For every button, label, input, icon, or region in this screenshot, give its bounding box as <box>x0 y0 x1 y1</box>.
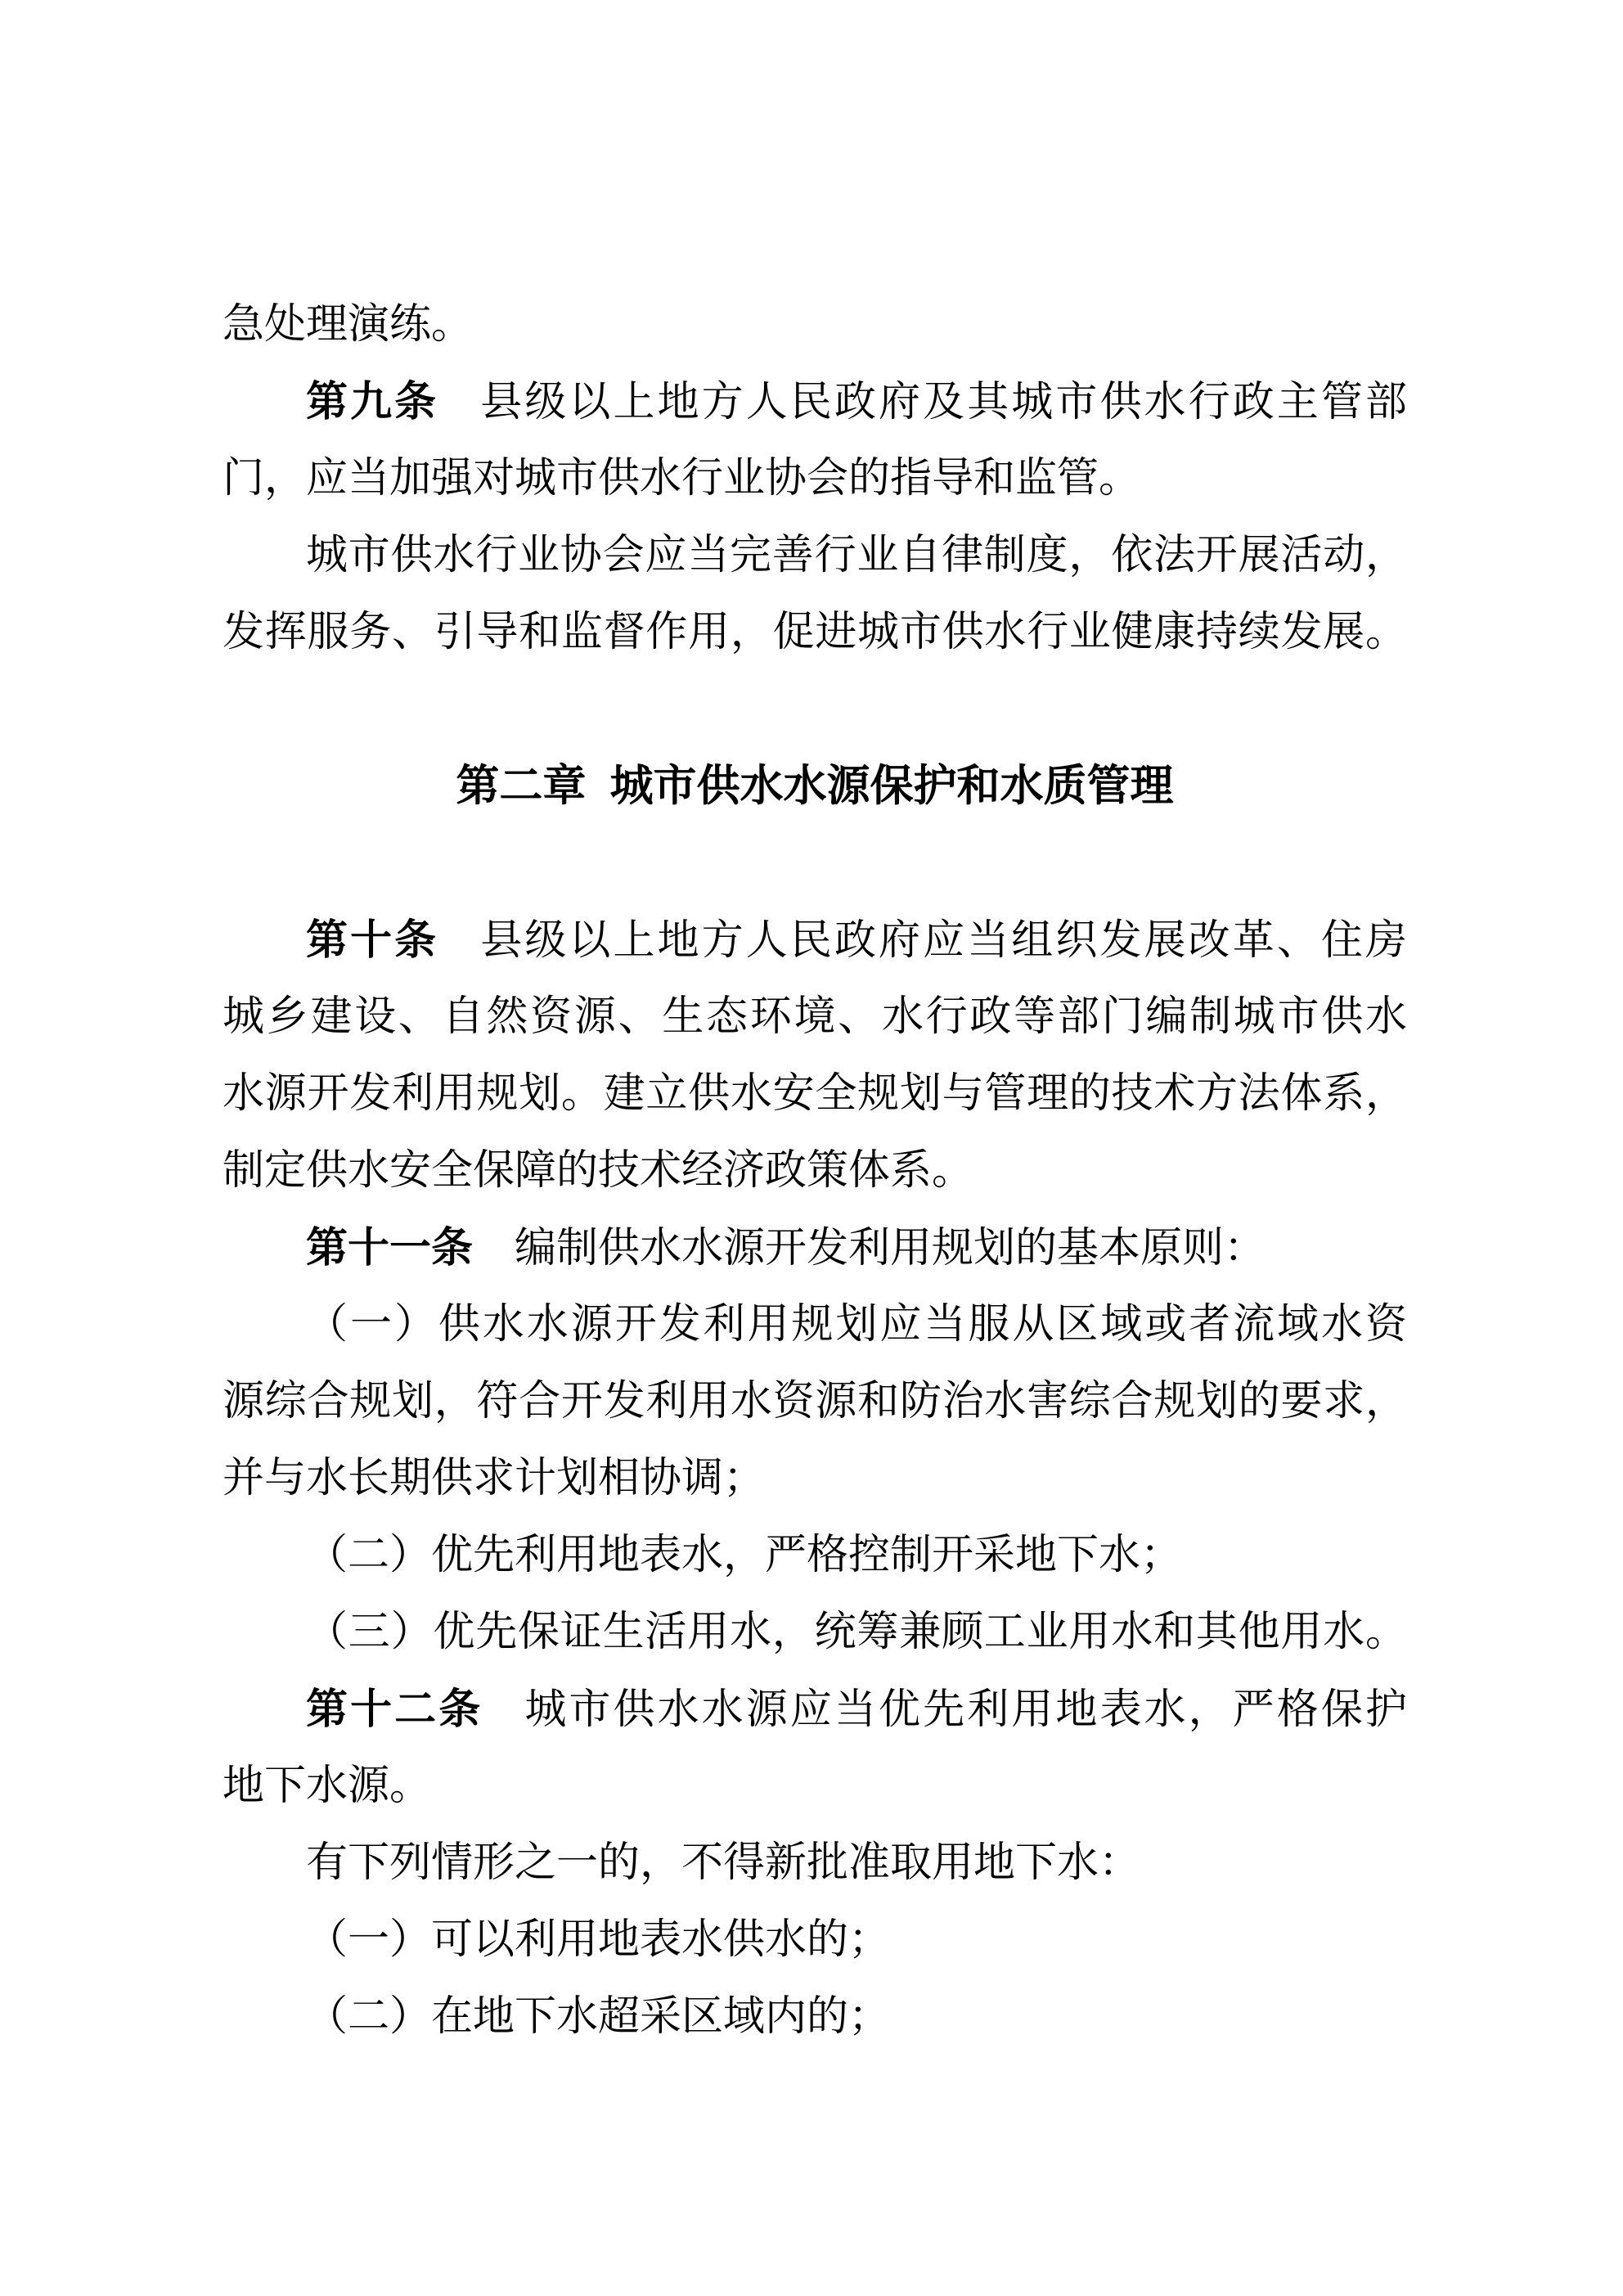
document-line <box>223 979 1407 1056</box>
line-text: （三）优先保证生活用水，统筹兼顾工业用水和其他用水。 <box>306 1609 1407 1655</box>
document-line <box>223 1056 1407 1132</box>
document-line <box>223 1671 1407 1748</box>
document-line <box>223 1440 1407 1517</box>
document-line <box>223 1825 1407 1902</box>
line-text: 发挥服务、引导和监督作用，促进城市供水行业健康持续发展。 <box>223 610 1407 655</box>
document-text <box>223 286 1407 2055</box>
line-text: 地下水源。 <box>223 1763 432 1809</box>
document-line <box>223 440 1407 517</box>
document-line <box>223 363 1407 440</box>
document-line <box>223 902 1407 979</box>
line-text: 水源开发利用规划。建立供水安全规划与管理的技术方法体系， <box>223 1071 1407 1117</box>
line-text: 城乡建设、自然资源、生态环境、水行政等部门编制城市供水 <box>223 994 1407 1040</box>
line-text: 有下列情形之一的，不得新批准取用地下水： <box>306 1840 1141 1886</box>
document-line <box>223 1594 1407 1671</box>
line-text: （一）供水水源开发利用规划应当服从区域或者流域水资 <box>306 1302 1407 1348</box>
chapter-number: 第二章 <box>456 762 587 810</box>
line-text: （一）可以利用地表水供水的； <box>306 1917 891 1963</box>
document-line <box>223 1286 1407 1363</box>
document-line <box>223 1748 1407 1825</box>
blank-line <box>223 825 1407 902</box>
chapter-title: 城市供水水源保护和水质管理 <box>609 762 1174 810</box>
line-text: 源综合规划，符合开发利用水资源和防治水害综合规划的要求， <box>223 1379 1407 1425</box>
article-number: 第十条 <box>306 916 439 963</box>
document-line <box>223 517 1407 594</box>
line-text: （二）优先利用地表水，严格控制开采地下水； <box>306 1533 1183 1578</box>
document-line <box>223 594 1407 671</box>
line-text: 门，应当加强对城市供水行业协会的指导和监管。 <box>223 456 1141 502</box>
line-text: 县级以上地方人民政府及其城市供水行政主管部 <box>480 380 1407 425</box>
document-line <box>223 286 1407 363</box>
document-line <box>223 1363 1407 1440</box>
article-number: 第十二条 <box>306 1686 483 1732</box>
chapter-heading <box>223 748 1407 825</box>
line-text: 城市供水水源应当优先利用地表水，严格保护 <box>524 1687 1407 1733</box>
line-text: 急处理演练。 <box>223 302 474 348</box>
article-number: 第十一条 <box>306 1224 474 1271</box>
line-text: 制定供水安全保障的技术经济政策体系。 <box>223 1148 974 1194</box>
blank-line <box>223 671 1407 748</box>
line-text: 城市供水行业协会应当完善行业自律制度，依法开展活动， <box>306 533 1407 579</box>
line-text: 并与水长期供求计划相协调； <box>223 1456 766 1501</box>
document-line <box>223 1132 1407 1209</box>
document-line <box>223 1517 1407 1594</box>
line-text: （二）在地下水超采区域内的； <box>306 1994 891 2040</box>
document-line <box>223 1979 1407 2055</box>
article-number: 第九条 <box>306 378 439 425</box>
document-line <box>223 1902 1407 1979</box>
line-text: 县级以上地方人民政府应当组织发展改革、住房 <box>480 918 1407 964</box>
document-line <box>223 1209 1407 1286</box>
line-text: 编制供水水源开发利用规划的基本原则： <box>515 1226 1266 1272</box>
